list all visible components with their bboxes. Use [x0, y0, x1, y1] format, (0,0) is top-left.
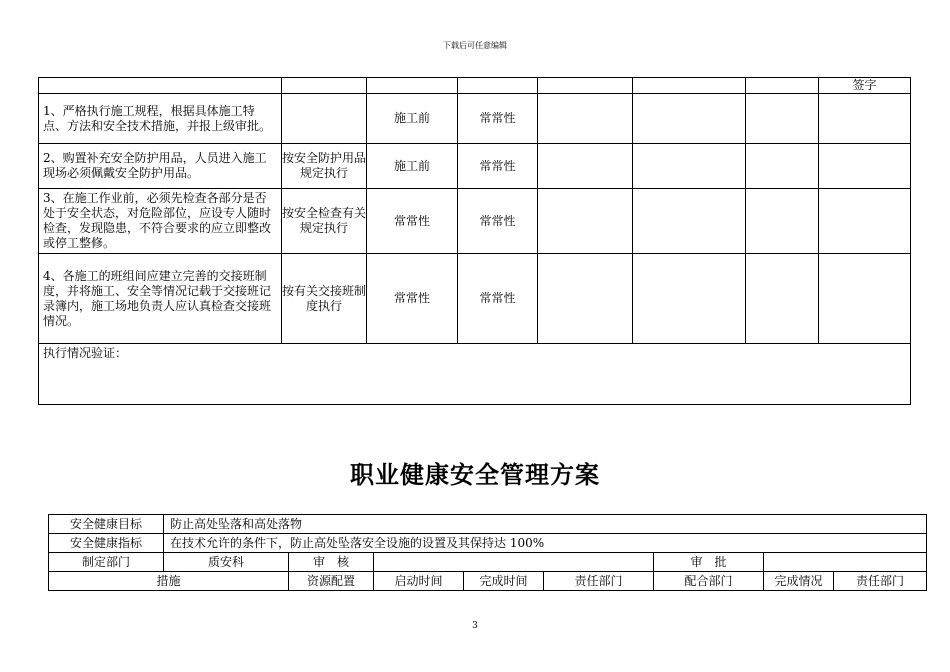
start-cell: 施工前: [367, 144, 458, 189]
sign-header: 签字: [819, 78, 911, 94]
col-finish: 完成时间: [464, 572, 544, 591]
dept-label: 制定部门: [49, 553, 164, 572]
start-cell: 施工前: [367, 94, 458, 144]
goal-row: [49, 515, 927, 534]
col-responsible-2: 责任部门: [834, 572, 927, 591]
finish-cell: 常常性: [458, 94, 538, 144]
start-cell: 常常性: [367, 189, 458, 254]
goal-label: 安全健康目标: [49, 515, 164, 534]
table-row: [39, 189, 911, 254]
column-header-row: [49, 572, 927, 591]
verify-row: [39, 344, 911, 405]
plan-table: [48, 514, 927, 591]
resource-cell: 按有关交接班制度执行: [282, 254, 367, 344]
index-row: [49, 534, 927, 553]
approve-value: [764, 553, 927, 572]
start-cell: 常常性: [367, 254, 458, 344]
measure-cell: 4、各施工的班组间应建立完善的交接班制度，并将施工、安全等情况记载于交接班记录簿内，施工场地负责人应认真检查交接班情况。: [39, 254, 282, 344]
header-note: 下载后可任意编辑: [443, 41, 507, 50]
col-start: 启动时间: [374, 572, 464, 591]
dept-row: [49, 553, 927, 572]
dept-value: 质安科: [164, 553, 289, 572]
col-resource: 资源配置: [289, 572, 374, 591]
goal-value: 防止高处坠落和高处落物: [164, 515, 927, 534]
page-number: 3: [472, 621, 478, 631]
measure-cell: 3、在施工作业前，必须先检查各部分是否处于安全状态，对危险部位，应设专人随时检查，发现隐患，不符合要求的应立即整改或停工整修。: [39, 189, 282, 254]
table-row: [39, 94, 911, 144]
index-value: 在技术允许的条件下，防止高处坠落安全设施的设置及其保持达 100%: [164, 534, 927, 553]
finish-cell: 常常性: [458, 144, 538, 189]
approve-label: 审 批: [654, 553, 764, 572]
measures-table: [38, 77, 911, 405]
page-title: 职业健康安全管理方案: [350, 461, 600, 489]
verify-label: 执行情况验证：: [39, 344, 911, 405]
review-label: 审 核: [289, 553, 374, 572]
col-measure: 措施: [49, 572, 289, 591]
col-cooperate: 配合部门: [654, 572, 764, 591]
finish-cell: 常常性: [458, 254, 538, 344]
col-status: 完成情况: [764, 572, 834, 591]
table-row: [39, 144, 911, 189]
table-header-row: [39, 78, 911, 94]
resource-cell: 按安全检查有关规定执行: [282, 189, 367, 254]
review-value: [374, 553, 654, 572]
resource-cell: 按安全防护用品规定执行: [282, 144, 367, 189]
index-label: 安全健康指标: [49, 534, 164, 553]
finish-cell: 常常性: [458, 189, 538, 254]
table-row: [39, 254, 911, 344]
measure-cell: 1、严格执行施工规程，根据具体施工特点、方法和安全技术措施，并报上级审批。: [39, 94, 282, 144]
col-responsible: 责任部门: [544, 572, 654, 591]
measure-cell: 2、购置补充安全防护用品，人员进入施工现场必须佩戴安全防护用品。: [39, 144, 282, 189]
resource-cell: [282, 94, 367, 144]
